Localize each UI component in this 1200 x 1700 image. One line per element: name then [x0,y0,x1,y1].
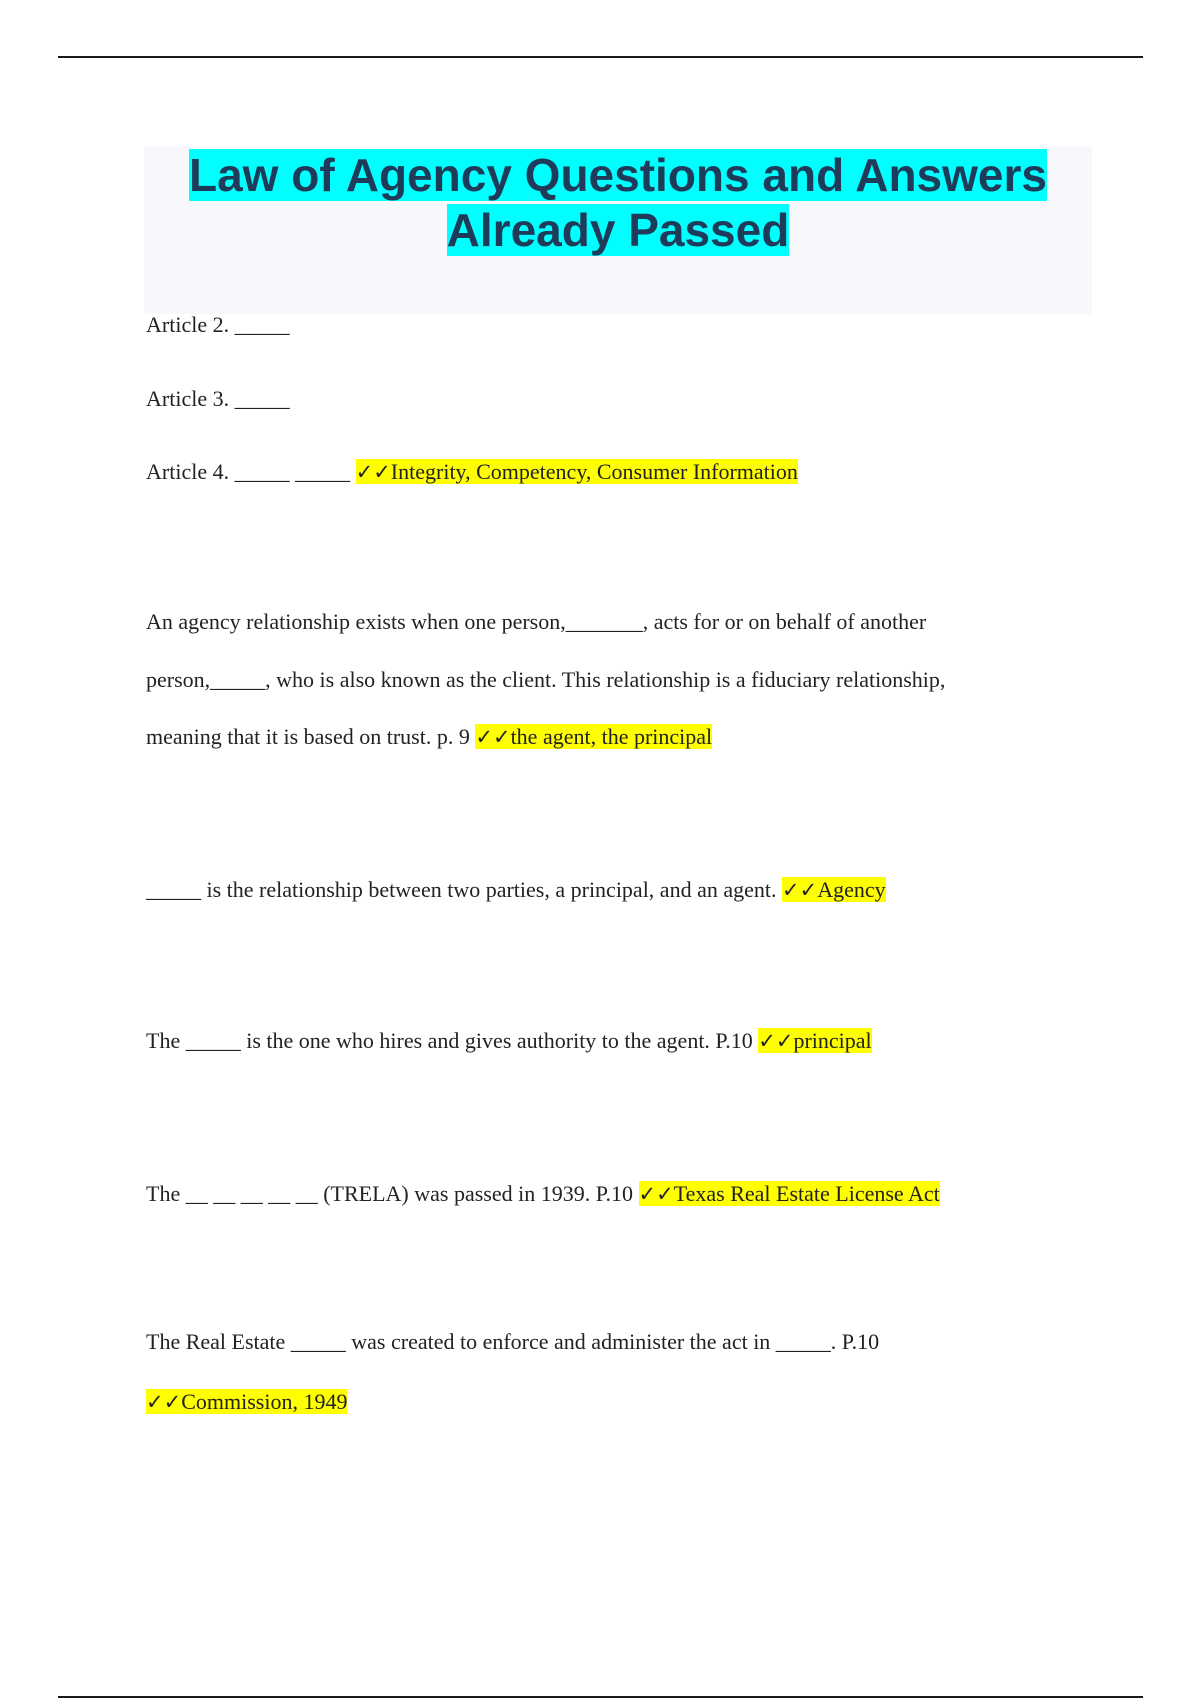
answer-highlight [639,1181,940,1206]
check-mark-icon: ✓✓ [758,1029,794,1053]
check-mark-icon: ✓✓ [638,1182,674,1206]
answer-text: Texas Real Estate License Act [673,1181,940,1206]
title-line-1: Law of Agency Questions and Answers [189,149,1047,201]
question-commission [146,1327,879,1357]
title-banner [144,146,1092,314]
answer-text: the agent, the principal [510,724,713,749]
question-text: The _____ is the one who hires and gives authority to the agent. P.10 [146,1028,759,1053]
question-text: _____ is the relationship between two parties, a principal, and an agent. [146,877,782,902]
answer-highlight [782,877,886,902]
question-text: Article 4. _____ _____ [146,459,356,484]
answer-text: Agency [817,877,886,902]
answer-highlight [146,1389,347,1414]
answer-highlight [475,724,712,749]
answer-text: Commission, 1949 [181,1389,348,1414]
check-mark-icon: ✓✓ [475,725,511,749]
question-agency-relationship-line-2 [146,665,945,695]
question-text: The Real Estate _____ was created to enforce and administer the act in _____. P.10 [146,1329,880,1354]
answer-highlight [356,459,798,484]
question-trela [146,1179,940,1209]
check-mark-icon: ✓✓ [355,460,391,484]
check-mark-icon: ✓✓ [146,1390,182,1414]
question-text: Article 3. _____ [146,386,290,411]
question-text: The __ __ __ __ __ (TRELA) was passed in 1939. P.10 [146,1181,639,1206]
question-agency [146,875,886,905]
answer-commission-line [146,1387,347,1417]
answer-text: Integrity, Competency, Consumer Information [390,459,798,484]
bottom-rule [58,1696,1143,1698]
question-text: Article 2. _____ [146,312,290,337]
answer-text: principal [793,1028,872,1053]
question-text: An agency relationship exists when one person,_______, acts for or on behalf of another [146,609,927,634]
answer-highlight [758,1028,871,1053]
question-principal [146,1026,872,1056]
question-agency-relationship-line-3 [146,722,712,752]
question-text: person,_____, who is also known as the client. This relationship is a fiduciary relationship, [146,667,946,692]
title-line-2: Already Passed [446,204,790,256]
question-article-4 [146,457,798,487]
question-article-3 [146,384,290,414]
question-article-2 [146,310,290,340]
question-agency-relationship-line-1 [146,607,926,637]
question-text: meaning that it is based on trust. p. 9 [146,724,476,749]
check-mark-icon: ✓✓ [781,878,818,902]
document-title [144,146,1092,258]
top-rule [58,56,1143,58]
